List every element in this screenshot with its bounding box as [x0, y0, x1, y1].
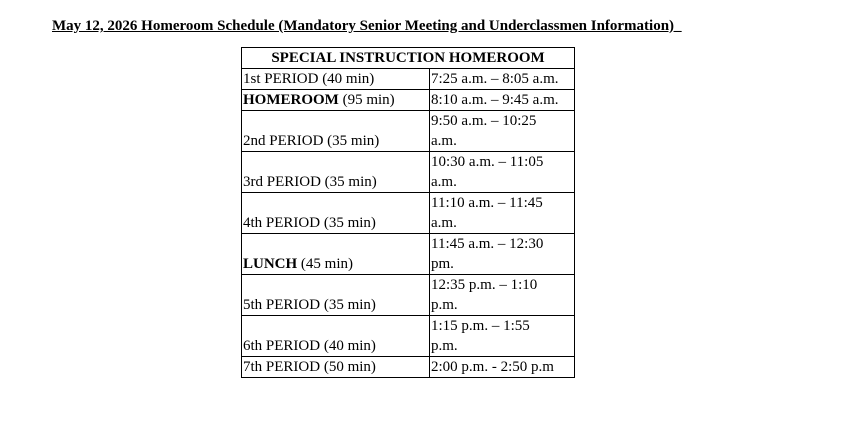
document-title: May 12, 2026 Homeroom Schedule (Mandatory Senior Meeting and Underclassmen Information)_: [52, 18, 682, 34]
time-range-continued: a.m.: [431, 215, 457, 231]
period-name: 3rd PERIOD: [243, 174, 321, 190]
table-row: [242, 111, 575, 152]
time-cell: [430, 275, 575, 316]
time-range: 11:10 a.m. – 11:45: [431, 195, 543, 211]
time-range-continued: a.m.: [431, 174, 457, 190]
time-range: 8:10 a.m. – 9:45 a.m.: [431, 92, 559, 108]
table-row: [242, 152, 575, 193]
period-duration: (40 min): [318, 71, 375, 87]
time-range-continued: a.m.: [431, 133, 457, 149]
time-range: 12:35 p.m. – 1:10: [431, 277, 538, 293]
period-cell: [242, 152, 430, 193]
time-range: 2:00 p.m. - 2:50 p.m: [431, 359, 554, 375]
time-range: 9:50 a.m. – 10:25: [431, 113, 537, 129]
table-row: [242, 193, 575, 234]
time-range: 10:30 a.m. – 11:05: [431, 154, 544, 170]
time-cell: [430, 357, 575, 378]
period-cell: [242, 275, 430, 316]
time-cell: [430, 316, 575, 357]
table-row: [242, 234, 575, 275]
period-name: 1st PERIOD: [243, 71, 319, 87]
period-cell: [242, 90, 430, 111]
time-range-continued: p.m.: [431, 338, 458, 354]
period-name: 7th PERIOD: [243, 359, 321, 375]
period-cell: [242, 316, 430, 357]
table-row: [242, 69, 575, 90]
time-cell: [430, 152, 575, 193]
time-range-continued: p.m.: [431, 297, 458, 313]
time-cell: [430, 111, 575, 152]
schedule-header-row: [242, 48, 575, 69]
schedule-header: SPECIAL INSTRUCTION HOMEROOM: [242, 48, 575, 69]
time-range-continued: pm.: [431, 256, 454, 272]
period-duration: (95 min): [338, 92, 395, 108]
time-range: 1:15 p.m. – 1:55: [431, 318, 530, 334]
schedule-table: [241, 47, 575, 378]
period-name: HOMEROOM: [243, 92, 339, 108]
period-duration: (35 min): [323, 133, 380, 149]
period-name: 2nd PERIOD: [243, 133, 324, 149]
period-duration: (35 min): [320, 215, 376, 231]
time-cell: [430, 90, 575, 111]
time-cell: [430, 69, 575, 90]
period-name: 6th PERIOD: [243, 338, 321, 354]
period-duration: (35 min): [320, 174, 377, 190]
period-duration: (35 min): [320, 297, 376, 313]
period-cell: [242, 69, 430, 90]
period-duration: (40 min): [320, 338, 376, 354]
time-range: 7:25 a.m. – 8:05 a.m.: [431, 71, 559, 87]
table-row: [242, 275, 575, 316]
period-name: 5th PERIOD: [243, 297, 321, 313]
period-duration: (50 min): [320, 359, 376, 375]
time-cell: [430, 193, 575, 234]
period-name: 4th PERIOD: [243, 215, 321, 231]
table-row: [242, 357, 575, 378]
period-cell: [242, 357, 430, 378]
period-cell: [242, 111, 430, 152]
time-range: 11:45 a.m. – 12:30: [431, 236, 544, 252]
table-row: [242, 90, 575, 111]
period-cell: [242, 193, 430, 234]
period-cell: [242, 234, 430, 275]
period-duration: (45 min): [297, 256, 353, 272]
period-name: LUNCH: [243, 256, 298, 272]
time-cell: [430, 234, 575, 275]
table-row: [242, 316, 575, 357]
